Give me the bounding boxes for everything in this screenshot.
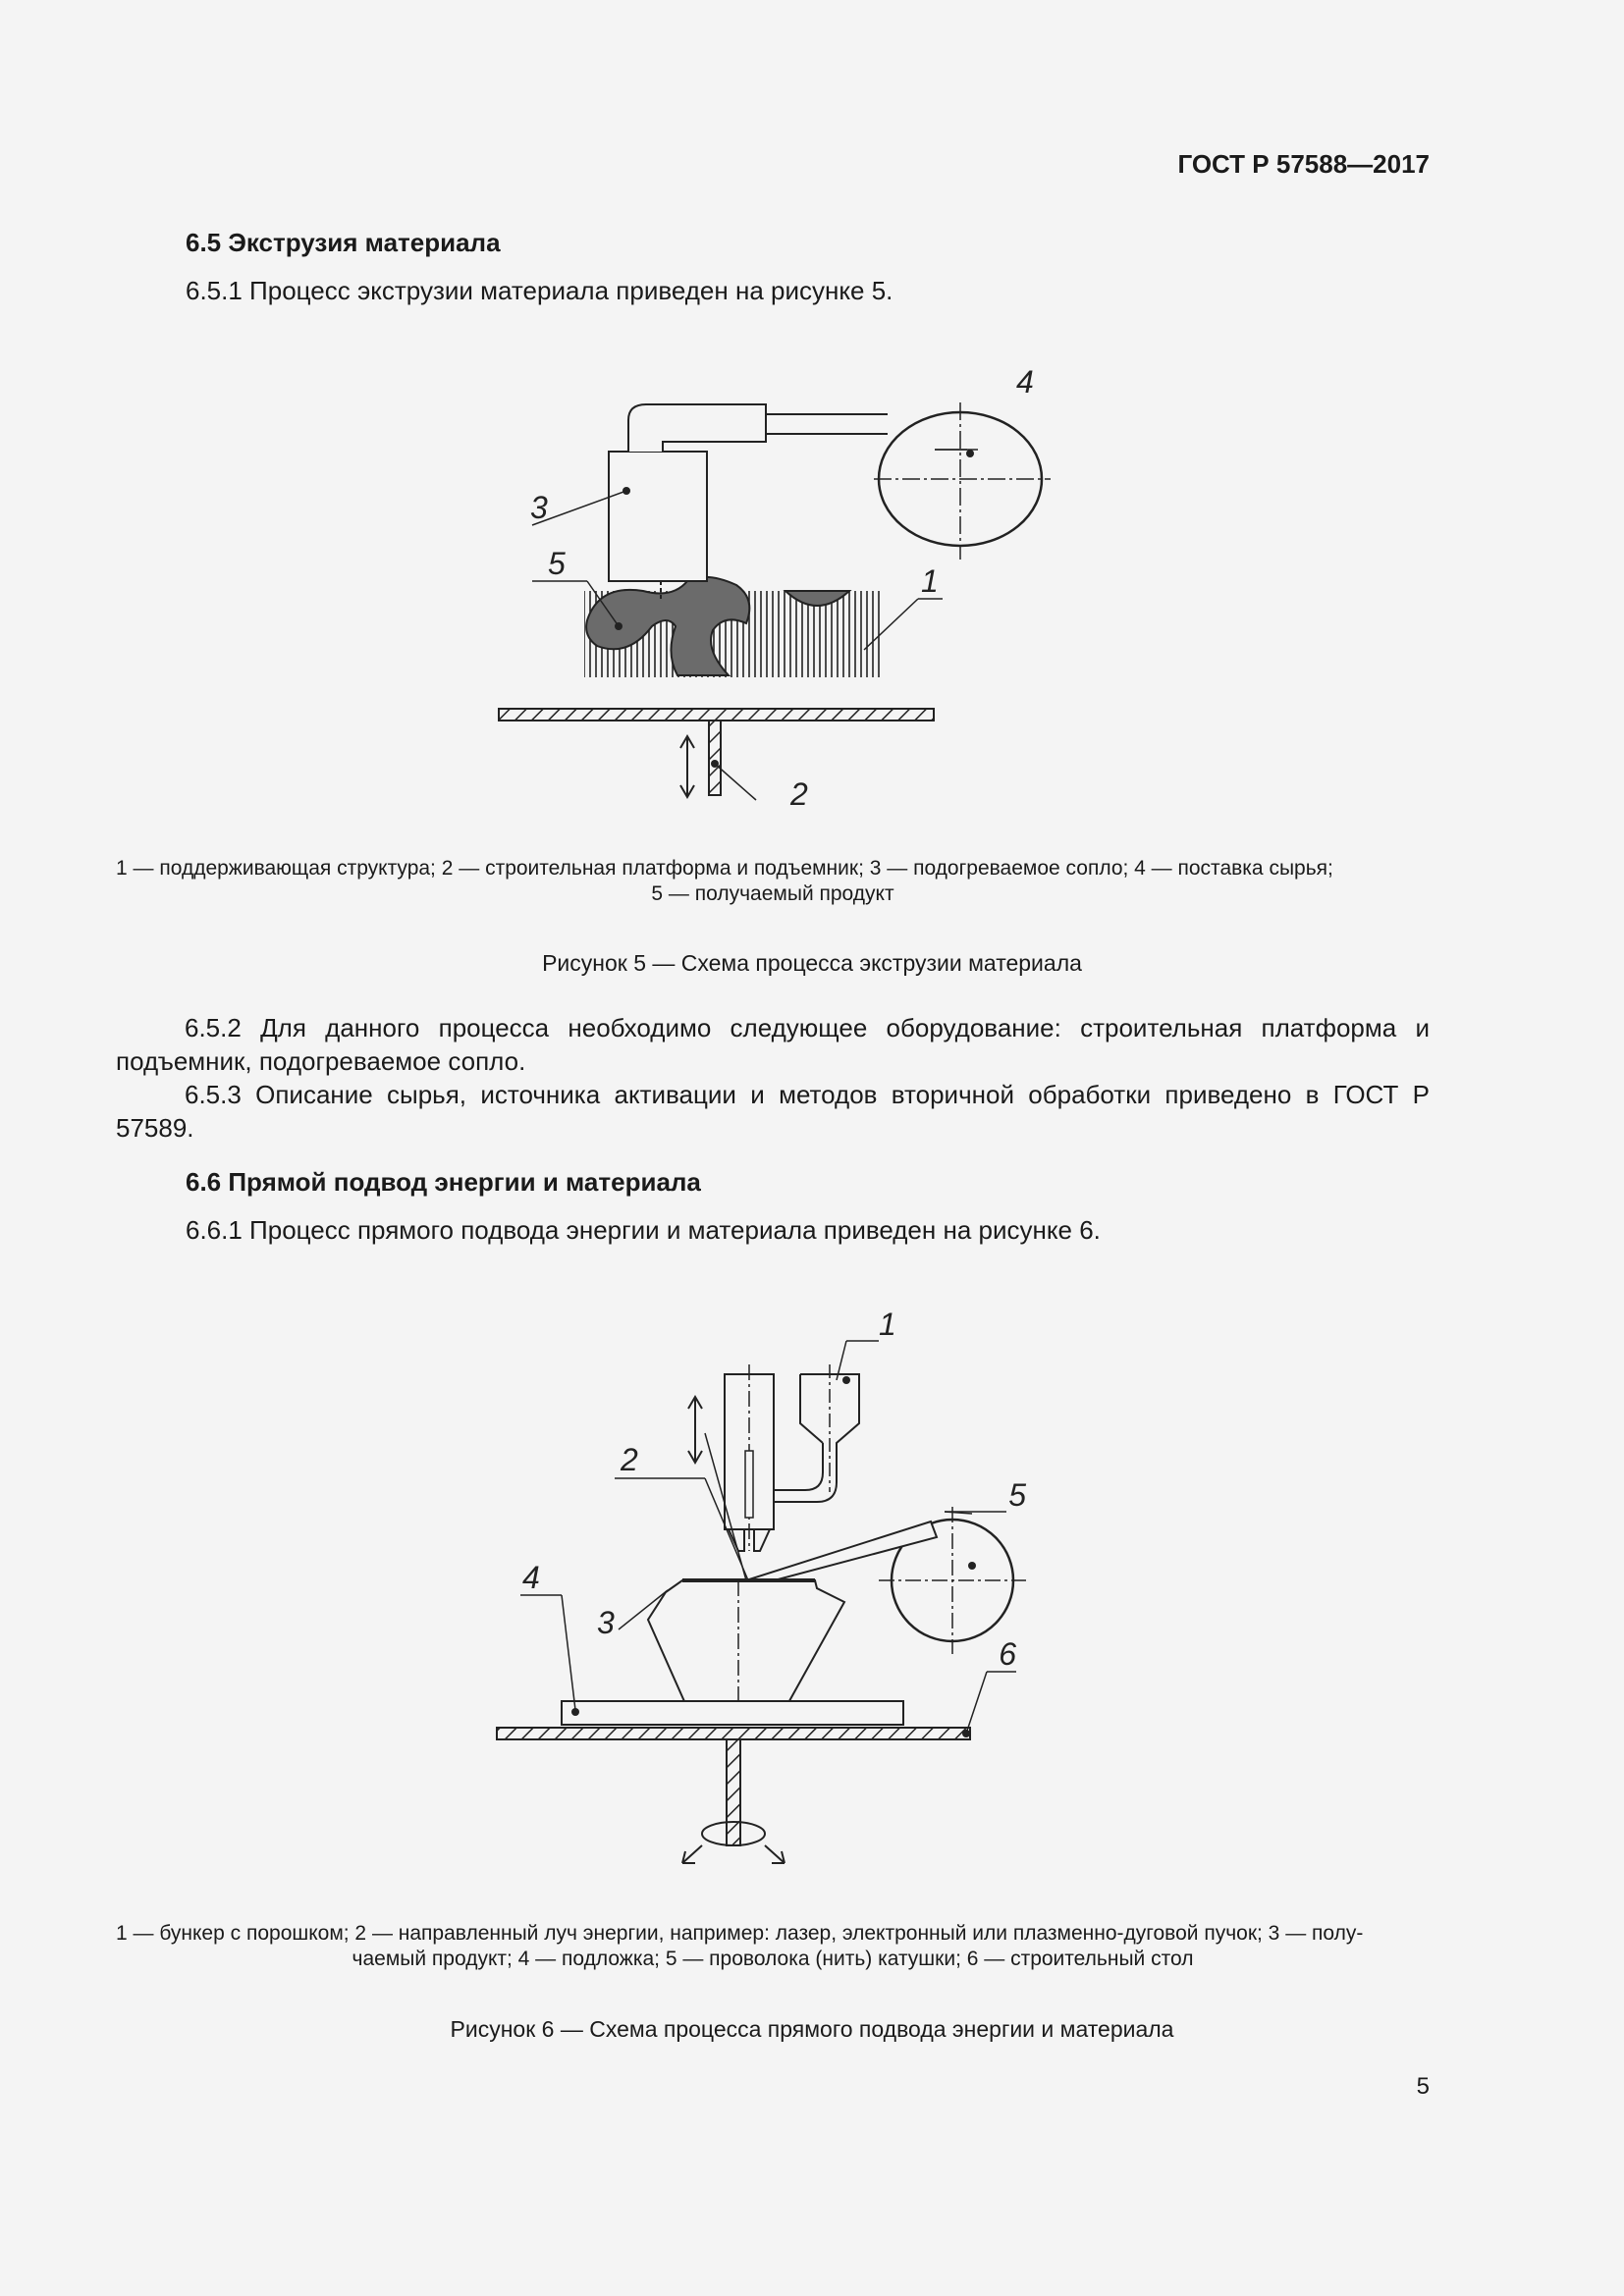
figure-6-caption: Рисунок 6 — Схема процесса прямого подвода энергии и материала (450, 2016, 1174, 2042)
powder-hopper (774, 1374, 859, 1502)
substrate (562, 1701, 903, 1725)
fig6-label-4: 4 (522, 1560, 540, 1595)
figure-5-caption: Рисунок 5 — Схема процесса экструзии материала (542, 950, 1082, 976)
fig5-label-1: 1 (921, 563, 939, 599)
build-table (497, 1728, 970, 1739)
fig6-label-1: 1 (879, 1307, 896, 1342)
figure-5-legend: 1 — поддерживающая структура; 2 — строительная платформа и подъемник; 3 — подогреваемое сопло; 4 — поставка сырья; 5 — получаемый продукт (116, 857, 1333, 905)
product-shape (648, 1580, 844, 1708)
fig6-label-5: 5 (1008, 1477, 1026, 1513)
figure-5-extrusion-diagram (471, 363, 1080, 815)
build-platform (499, 709, 934, 721)
fig5-label-5: 5 (548, 546, 566, 581)
fig6-label-3: 3 (597, 1605, 615, 1640)
elevator-shaft (709, 721, 721, 795)
figure-6-legend: 1 — бункер с порошком; 2 — направленный луч энергии, например: лазер, электронный или плазменно-дуговой пучок; 3 — полу- чаемый продукт; 4 — подложка; 5 — проволока (нить) катушки; 6 — строительный стол (116, 1922, 1364, 1970)
section-6-6-title: 6.6 Прямой подвод энергии и материала (186, 1167, 701, 1197)
fig6-label-2: 2 (621, 1442, 638, 1477)
fig5-label-4: 4 (1016, 364, 1034, 400)
fig5-label-3: 3 (530, 490, 548, 525)
document-code: ГОСТ Р 57588—2017 (1177, 149, 1430, 179)
paragraph-6-5-3: 6.5.3 Описание сырья, источника активации и методов вторичной обработки приведено в ГОСТ Р 57589. (116, 1080, 1430, 1143)
table-shaft (727, 1739, 740, 1845)
page-number: 5 (1416, 2073, 1430, 2100)
section-6-5-title: 6.5 Экструзия материала (186, 228, 501, 257)
heated-nozzle (609, 452, 707, 581)
paragraph-6-5-2: 6.5.2 Для данного процесса необходимо следующее оборудование: строительная платформа и подъемник, подогреваемое сопло. (116, 1013, 1430, 1076)
fig5-label-2: 2 (790, 776, 808, 812)
fig6-label-6: 6 (999, 1636, 1016, 1672)
paragraph-6-6-1: 6.6.1 Процесс прямого подвода энергии и материала приведен на рисунке 6. (186, 1215, 1101, 1245)
figure-6-ded-diagram (481, 1296, 1031, 1875)
paragraph-6-5-1: 6.5.1 Процесс экструзии материала приведен на рисунке 5. (186, 276, 893, 305)
